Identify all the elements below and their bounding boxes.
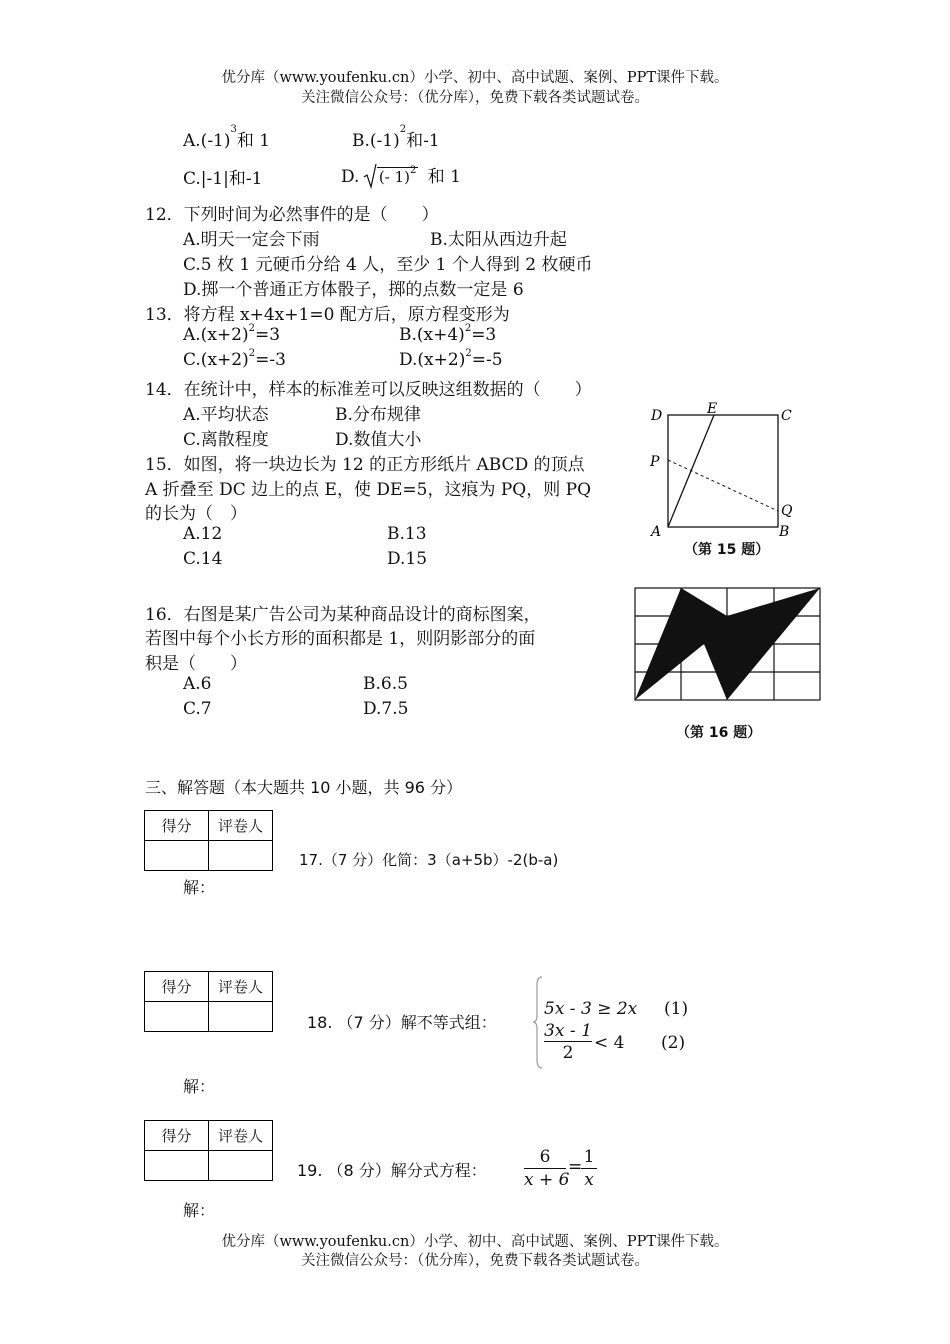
q16-line-3: 积是（ ）: [145, 654, 247, 674]
q14-stem: 14．在统计中，样本的标准差可以反映这组数据的（ ）: [145, 380, 592, 400]
q15-line-2: A 折叠至 DC 边上的点 E，使 DE=5，这痕为 PQ，则 PQ: [145, 480, 592, 500]
q15-option-c: C.14: [183, 549, 223, 569]
q12-option-a: A.明天一定会下雨: [183, 230, 320, 250]
q18-tag-2: (2): [661, 1033, 686, 1053]
grader-cell[interactable]: [209, 841, 273, 871]
q12-stem: 12．下列时间为必然事件的是（ ）: [145, 205, 439, 225]
q16-option-c: C.7: [183, 699, 212, 719]
q19-equals: =: [568, 1157, 583, 1177]
q19-left-fraction: 6 x + 6: [524, 1147, 570, 1190]
q16-figure: [630, 582, 830, 707]
sqrt-expression: (- 1)$^2$: [365, 167, 418, 187]
q17-score-table: [144, 810, 273, 871]
q12-option-d: D.掷一个普通正方体骰子，掷的点数一定是 6: [183, 280, 524, 300]
q18-inequality-1: 5x - 3 ≥ 2x: [544, 999, 638, 1019]
label-e: E: [707, 401, 718, 417]
q17-text: 17.（7 分）化简：3（a+5b）-2(b-a): [299, 851, 559, 869]
q14-option-a: A.平均状态: [183, 405, 269, 425]
q13-option-c: $C.(x+2)^2=-3$: [183, 348, 286, 370]
section-3-title: 三、解答题（本大题共 10 小题，共 96 分）: [145, 778, 463, 797]
q17-solve-label: 解：: [183, 878, 216, 897]
q18-relation-2: < 4: [594, 1033, 625, 1053]
left-brace-icon: [532, 975, 544, 1070]
q16-option-d: D.7.5: [363, 699, 409, 719]
q19-score-table: [144, 1120, 273, 1181]
q18-tag-1: (1): [664, 999, 689, 1019]
grader-header: 评卷人: [209, 811, 273, 841]
label-c: C: [781, 408, 792, 424]
score-cell[interactable]: [145, 841, 209, 871]
q15-figure: [645, 400, 805, 560]
q15-option-b: B.13: [387, 524, 427, 544]
q16-option-b: B.6.5: [363, 674, 408, 694]
score-header: 得分: [145, 972, 209, 1002]
q15-line-3: 的长为（ ）: [145, 504, 247, 524]
label-q: Q: [781, 503, 793, 519]
square-abcd: [668, 415, 778, 527]
q19-solve-label: 解：: [183, 1201, 216, 1220]
score-header: 得分: [145, 811, 209, 841]
q14-option-b: B.分布规律: [335, 405, 421, 425]
q11-option-d: D. (- 1)$^2$ 和 1: [341, 165, 461, 187]
score-header: 得分: [145, 1121, 209, 1151]
footer-line-1: 优分库（www.youfenku.cn）小学、初中、高中试题、案例、PPT课件下载。: [221, 1234, 729, 1250]
score-cell[interactable]: [145, 1002, 209, 1032]
q13-option-d: $D.(x+2)^2=-5$: [399, 348, 503, 370]
q18-score-table: [144, 971, 273, 1032]
grader-header: 评卷人: [209, 1121, 273, 1151]
radical-sign-icon: [363, 163, 377, 189]
q16-line-1: 16．右图是某广告公司为某种商品设计的商标图案，: [145, 605, 541, 625]
label-d: D: [651, 408, 663, 424]
label-b: B: [779, 524, 790, 540]
q18-text: 18. （7 分）解不等式组：: [307, 1013, 497, 1032]
q15-figure-caption: （第 15 题）: [684, 542, 770, 558]
q14-option-c: C.离散程度: [183, 430, 269, 450]
q14-option-d: D.数值大小: [335, 430, 422, 450]
footer-line-2: 关注微信公众号：（优分库），免费下载各类试题试卷。: [301, 1253, 649, 1269]
q16-figure-caption: （第 16 题）: [676, 725, 762, 741]
header-line-2: 关注微信公众号：（优分库），免费下载各类试题试卷。: [301, 90, 649, 106]
q12-option-c: C.5 枚 1 元硬币分给 4 人，至少 1 个人得到 2 枚硬币: [183, 255, 593, 275]
q15-line-1: 15．如图，将一块边长为 12 的正方形纸片 ABCD 的顶点: [145, 455, 585, 475]
header-line-1: 优分库（www.youfenku.cn）小学、初中、高中试题、案例、PPT课件下载。: [221, 70, 729, 86]
q18-fraction-2: 3x - 1 2: [544, 1021, 592, 1063]
q18-solve-label: 解：: [183, 1077, 216, 1096]
q13-option-a: $A.(x+2)^2=3$: [183, 323, 281, 345]
grader-cell[interactable]: [209, 1151, 273, 1181]
q19-right-fraction: 1 x: [581, 1146, 597, 1191]
q11-option-b: $B.(-1)^2$和-1: [352, 124, 440, 151]
grader-header: 评卷人: [209, 972, 273, 1002]
label-p: P: [650, 454, 660, 470]
label-a: A: [651, 524, 662, 540]
q15-option-a: A.12: [183, 524, 223, 544]
q13-option-b: $B.(x+4)^2=3$: [399, 323, 497, 345]
grader-cell[interactable]: [209, 1002, 273, 1032]
q11-option-a: $A.(-1)^3$和 1: [183, 124, 271, 151]
q16-option-a: A.6: [183, 674, 212, 694]
q16-line-2: 若图中每个小长方形的面积都是 1，则阴影部分的面: [145, 629, 536, 649]
score-cell[interactable]: [145, 1151, 209, 1181]
q13-stem: 13．将方程 x+4x+1=0 配方后，原方程变形为: [145, 305, 510, 325]
q11-option-c: C.|-1|和-1: [183, 169, 263, 189]
q15-option-d: D.15: [387, 549, 428, 569]
q19-text: 19. （8 分）解分式方程：: [297, 1161, 487, 1180]
q12-option-b: B.太阳从西边升起: [430, 230, 567, 250]
